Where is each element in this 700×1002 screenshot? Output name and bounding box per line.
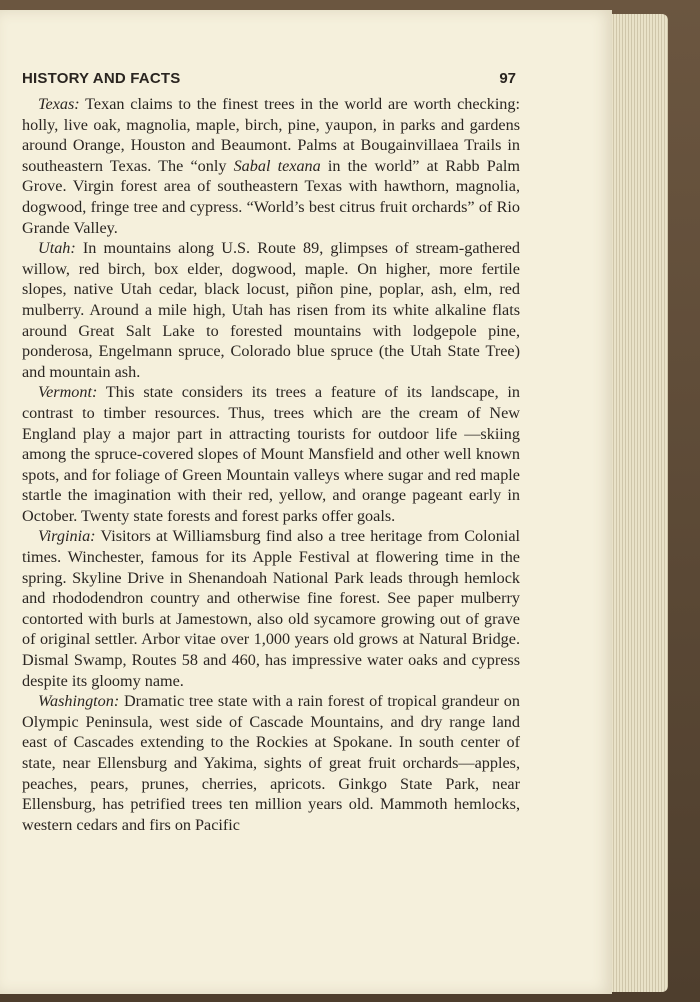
page-number: 97 [499,70,516,87]
state-name: Vermont: [38,383,98,402]
entry-text: Visitors at Williamsburg find also a tree heritage from Colonial times. Winchester, famous for its Apple Festival at flowering time in the spring. Skyline Drive in Shenandoah National Park leads through hemlock and rhododendron country and otherwise fine forest. See paper mulberry contorted with burls at Jamestown, also old sycamore growing out of grave of original settler. Arbor vitae over 1,000 years old grows at Natural Bridge. Dismal Swamp, Routes 58 and 460, has impressive water oaks and cypress despite its gloomy name. [22,527,520,690]
state-name: Texas: [38,95,80,113]
entry-text: This state considers its trees a feature of its landscape, in contrast to timber resources. Thus, trees which are the cream of New England play a major part in attracting tourists for outdoor life —skiing among the spruce-covered slopes of Mount Mansfield and other well known spots, and for foliage of Green Mountain valleys where sugar and red maple startle the imagination with their red, yellow, and orange pageant early in October. Twenty state forests and forest parks offer goals. [22,383,520,525]
species-name: Sabal texana [233,156,321,175]
entry-text: In mountains along U.S. Route 89, glimpses of stream-gathered willow, red birch, box elder, dogwood, maple. On higher, more fertile slopes, native Utah cedar, black locust, piñon pine, poplar, ash, elm, red mulberry. Around a mile high, Utah has risen from its white alkaline flats around Great Salt Lake to forested mountains with lodgepole pine, ponderosa, Engelmann spruce, Colorado blue spruce (the Utah State Tree) and mountain ash. [22,239,520,381]
entry-vermont [22,382,520,526]
entry-virginia [22,526,520,691]
body-text [22,94,520,835]
entry-text: Texan claims to the finest trees in the world are worth checking: holly, live oak, magnolia, maple, birch, pine, yaupon, in parks and gardens around Orange, Houston and Beaumont. Palms at Bougainvillaea Trails in southeastern Texas. The “only [22,95,520,175]
state-name: Washington: [38,692,120,711]
page-header [22,70,516,90]
running-head: HISTORY AND FACTS [22,70,181,87]
state-name: Utah: [38,239,76,258]
entry-washington [22,691,520,835]
entry-texas [22,94,520,238]
entry-text: in the world” at Rabb Palm Grove. Virgin forest area of southeastern Texas with hawthorn, magnolia, dogwood, fringe tree and cypress. “World’s best citrus fruit orchards” of Rio Grande Valley. [22,156,520,237]
state-name: Virginia: [38,527,96,546]
entry-text: Dramatic tree state with a rain forest of tropical grandeur on Olympic Peninsula, west side of Cascade Mountains, and dry range land east of Cascades extending to the Rockies at Spokane. In south center of state, near Ellensburg and Yakima, sights of great fruit orchards—apples, peaches, pears, prunes, cherries, apricots. Ginkgo State Park, near Ellensburg, has petrified trees ten million years old. Mammoth hemlocks, western cedars and firs on Pacific [22,692,520,834]
entry-utah [22,238,520,382]
book-page-edges [608,14,668,992]
